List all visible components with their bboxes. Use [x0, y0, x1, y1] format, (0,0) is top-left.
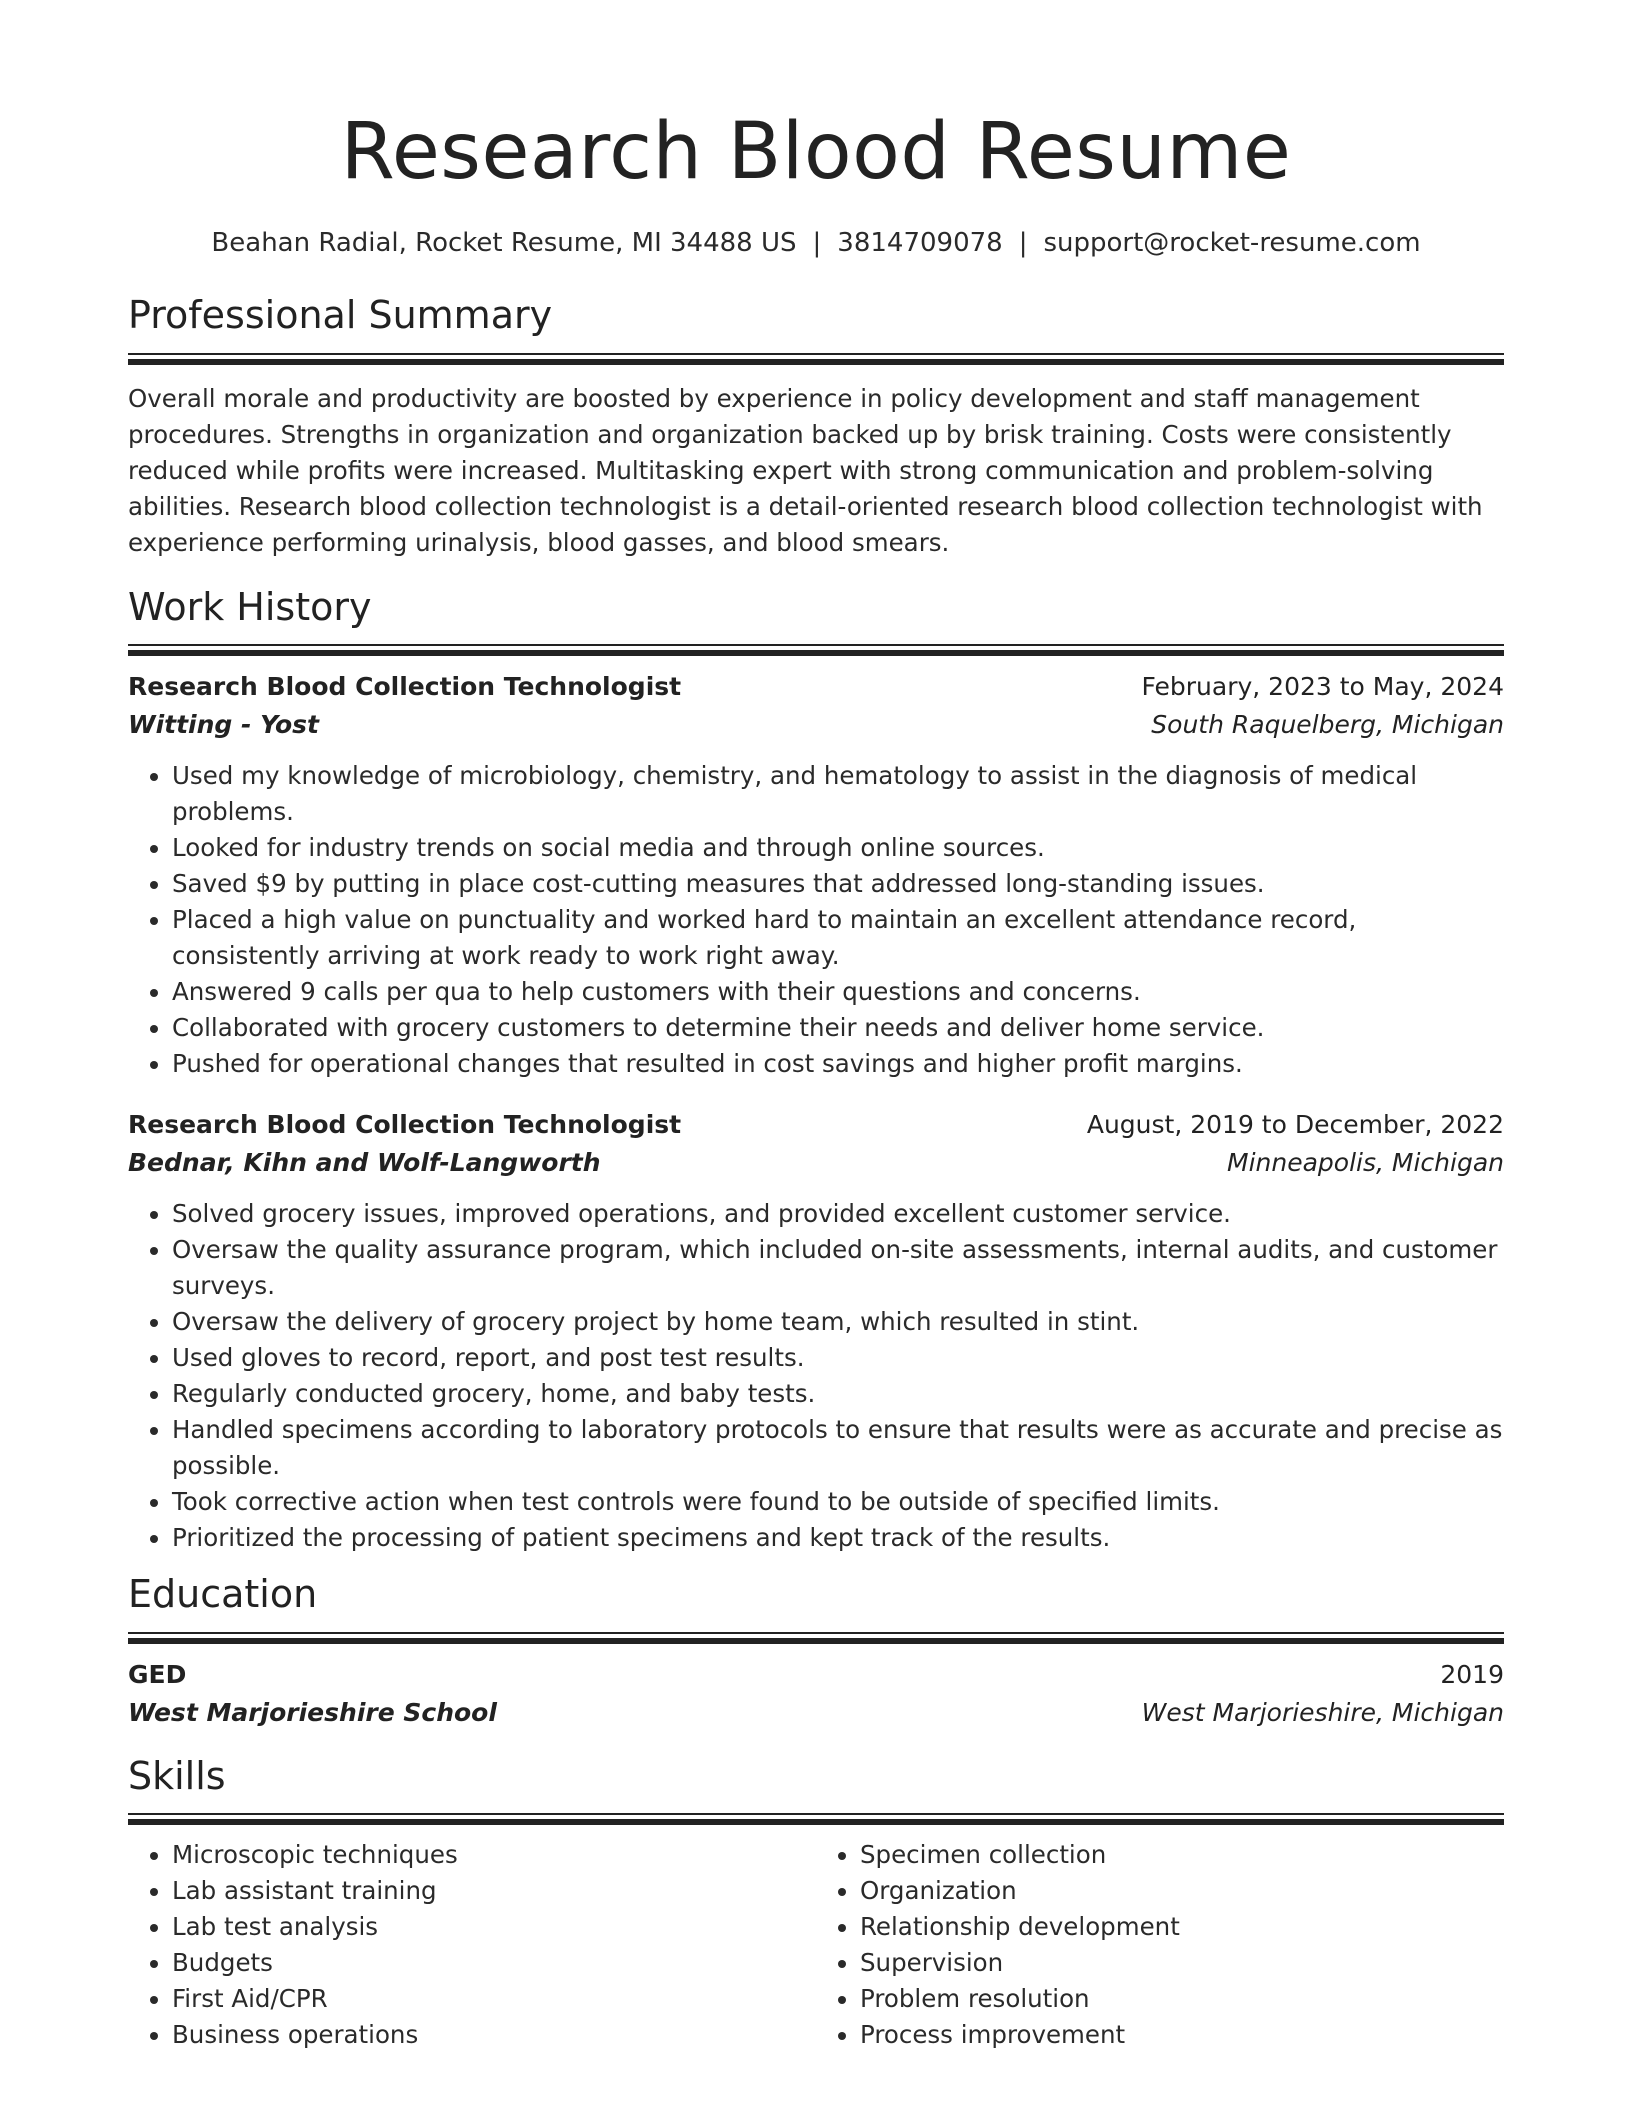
job-bullets: [128, 1196, 1504, 1556]
summary-section: [128, 293, 1504, 561]
contact-email: support@rocket-resume.com: [1043, 227, 1421, 258]
job-bullet: • Regularly conducted grocery, home, and baby tests.: [172, 1376, 1504, 1412]
job-bullet: • Solved grocery issues, improved operations, and provided excellent customer service.: [172, 1196, 1504, 1232]
skill-item: • Organization: [860, 1873, 1504, 1909]
job-bullet: • Placed a high value on punctuality and worked hard to maintain an excellent attendance record, consistently arriving at work ready to work right away.: [172, 902, 1504, 974]
skills-columns: [128, 1837, 1504, 2053]
contact-line: [128, 228, 1504, 259]
education-header-row: [128, 1656, 1504, 1694]
skill-item: • Process improvement: [860, 2017, 1504, 2053]
job-dates: August, 2019 to December, 2022: [1086, 1110, 1504, 1140]
skill-item: • Relationship development: [860, 1909, 1504, 1945]
education-location: West Marjorieshire, Michigan: [1141, 1697, 1504, 1727]
skills-section: [128, 1754, 1504, 2054]
job-entry: [128, 1106, 1504, 1556]
skill-item: • Microscopic techniques: [172, 1837, 816, 1873]
job-bullet: • Took corrective action when test controls were found to be outside of specified limits.: [172, 1484, 1504, 1520]
job-bullet: • Used gloves to record, report, and post test results.: [172, 1340, 1504, 1376]
job-bullet: • Prioritized the processing of patient specimens and kept track of the results.: [172, 1520, 1504, 1556]
job-location: South Raquelberg, Michigan: [1151, 710, 1504, 740]
section-divider: [128, 1813, 1504, 1825]
contact-address: Beahan Radial, Rocket Resume, MI 34488 US: [211, 227, 797, 258]
section-title-education: Education: [128, 1572, 318, 1617]
contact-phone: 3814709078: [837, 227, 1003, 258]
job-company-row: [128, 706, 1504, 744]
job-title: Research Blood Collection Technologist: [128, 672, 682, 702]
job-company-row: [128, 1144, 1504, 1182]
section-divider: [128, 1632, 1504, 1644]
education-year: 2019: [1440, 1659, 1504, 1689]
work-section: [128, 585, 1504, 1557]
skill-item: • Lab assistant training: [172, 1873, 816, 1909]
skill-item: • First Aid/CPR: [172, 1981, 816, 2017]
job-header-row: [128, 1106, 1504, 1144]
job-bullet: • Oversaw the quality assurance program, which included on-site assessments, internal audits, and customer surveys.: [172, 1232, 1504, 1304]
education-entry: [128, 1656, 1504, 1732]
education-school-row: [128, 1694, 1504, 1732]
section-title-work: Work History: [128, 584, 372, 629]
job-title: Research Blood Collection Technologist: [128, 1110, 682, 1140]
job-dates: February, 2023 to May, 2024: [1141, 672, 1504, 702]
skill-item: • Specimen collection: [860, 1837, 1504, 1873]
section-divider: [128, 644, 1504, 656]
job-bullet: • Used my knowledge of microbiology, chemistry, and hematology to assist in the diagnosis of medical problems.: [172, 758, 1504, 830]
job-location: Minneapolis, Michigan: [1227, 1148, 1504, 1178]
job-company: Witting - Yost: [128, 710, 319, 740]
section-divider: [128, 353, 1504, 365]
resume-title: Research Blood Resume: [340, 107, 1292, 197]
skill-item: • Business operations: [172, 2017, 816, 2053]
job-bullet: • Looked for industry trends on social media and through online sources.: [172, 830, 1504, 866]
education-degree: GED: [128, 1659, 187, 1689]
job-company: Bednar, Kihn and Wolf-Langworth: [128, 1148, 601, 1178]
summary-text: Overall morale and productivity are boosted by experience in policy development and staff management procedures. Strengths in organization and organization backed up by brisk training. Costs were consistently reduced while profits were increased. Multitasking expert with strong communication and problem-solving abilities. Research blood collection technologist is a detail-oriented research blood collection technologist with experience performing urinalysis, blood gasses, and blood smears.: [128, 383, 1483, 557]
contact-separator: |: [1018, 227, 1028, 258]
job-bullet: • Pushed for operational changes that resulted in cost savings and higher profit margins.: [172, 1046, 1504, 1082]
skills-column-right: [816, 1837, 1504, 2053]
job-bullet: • Collaborated with grocery customers to determine their needs and deliver home service.: [172, 1010, 1504, 1046]
skills-column-left: [128, 1837, 816, 2053]
section-title-skills: Skills: [128, 1753, 226, 1798]
job-bullet: • Saved $9 by putting in place cost-cutting measures that addressed long-standing issues.: [172, 866, 1504, 902]
skill-item: • Supervision: [860, 1945, 1504, 1981]
job-bullet: • Answered 9 calls per qua to help customers with their questions and concerns.: [172, 974, 1504, 1010]
job-bullet: • Oversaw the delivery of grocery project by home team, which resulted in stint.: [172, 1304, 1504, 1340]
skill-item: • Budgets: [172, 1945, 816, 1981]
job-bullet: • Handled specimens according to laboratory protocols to ensure that results were as accurate and precise as possible.: [172, 1412, 1504, 1484]
skill-item: • Problem resolution: [860, 1981, 1504, 2017]
job-entry: [128, 668, 1504, 1082]
contact-separator: |: [812, 227, 822, 258]
education-section: [128, 1572, 1504, 1732]
skill-item: • Lab test analysis: [172, 1909, 816, 1945]
education-school: West Marjorieshire School: [128, 1697, 497, 1727]
section-title-summary: Professional Summary: [128, 292, 553, 337]
job-bullets: [128, 758, 1504, 1082]
job-header-row: [128, 668, 1504, 706]
